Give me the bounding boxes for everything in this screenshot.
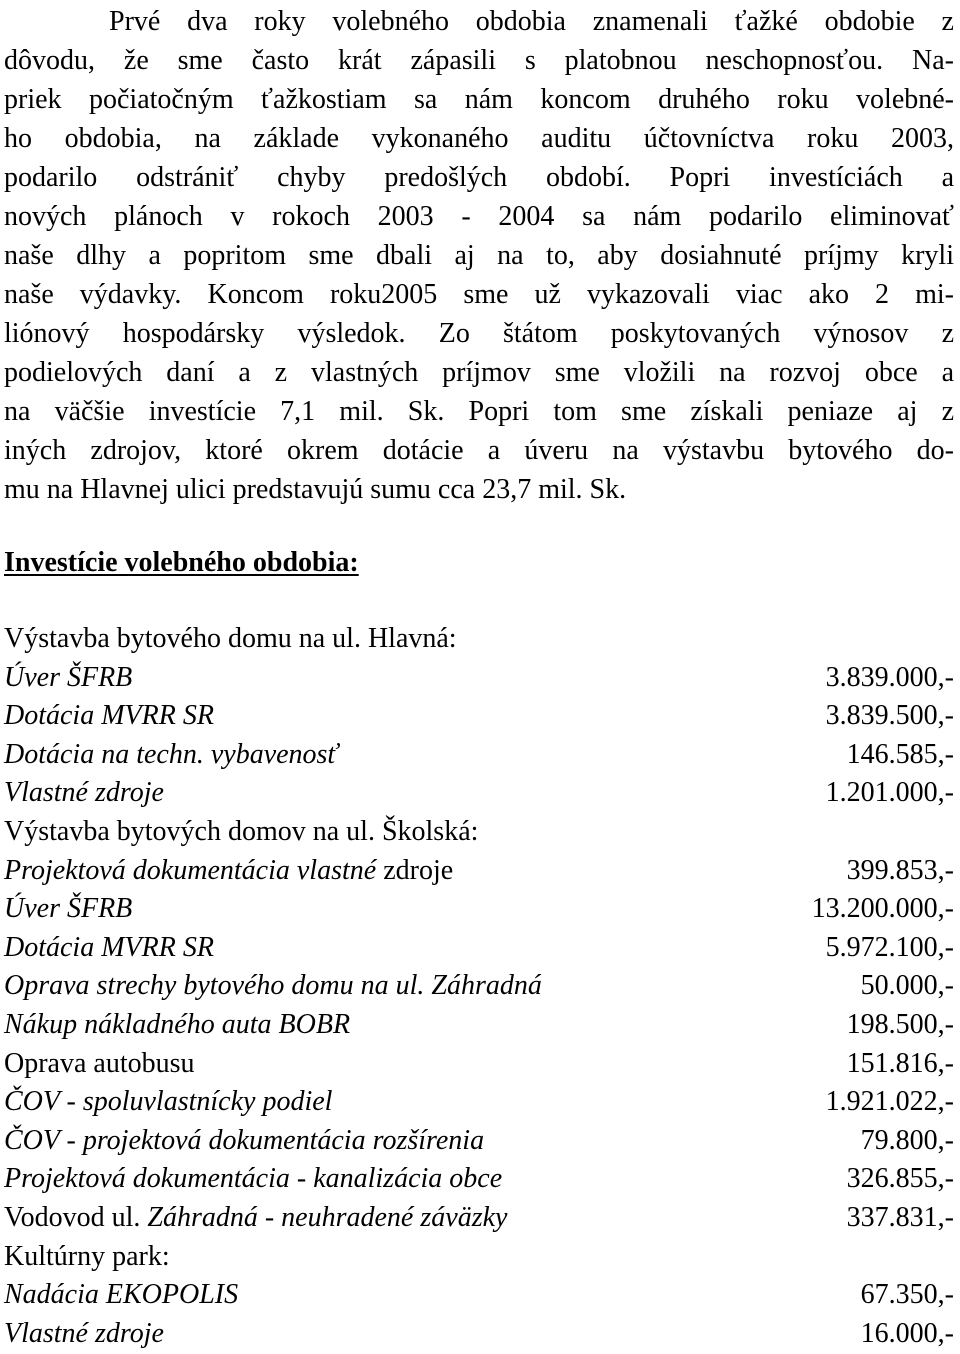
list-item: [4, 1160, 954, 1199]
list-item: [4, 890, 954, 929]
item-amount: 5.972.100,-: [825, 931, 954, 963]
item-label: [4, 1238, 170, 1277]
item-label-text: ČOV - projektová dokumentácia rozšírenia: [4, 1124, 485, 1156]
list-item: [4, 659, 954, 698]
item-amount: 16.000,-: [860, 1317, 954, 1349]
item-label-text: Projektová dokumentácia vlastné: [4, 854, 377, 886]
item-amount: 3.839.000,-: [825, 661, 954, 693]
item-label-text: Výstavba bytového domu na ul. Hlavná:: [4, 623, 457, 654]
list-section-header: [4, 620, 954, 659]
item-label-text: Dotácia MVRR SR: [4, 700, 214, 732]
item-label: [4, 890, 132, 929]
item-label: [4, 1006, 350, 1045]
item-label: [4, 1045, 195, 1084]
list-item: [4, 1276, 954, 1315]
list-item: [4, 1006, 954, 1045]
item-label-text: Úver ŠFRB: [4, 893, 133, 925]
item-amount: 326.855,-: [846, 1163, 954, 1195]
item-amount: 3.839.500,-: [825, 700, 954, 732]
list-item: [4, 929, 954, 968]
item-label-text: Oprava strechy bytového domu na ul. Záhradná: [4, 970, 542, 1002]
list-item: [4, 967, 954, 1006]
intro-line: Prvé dva roky volebného obdobia znamenali ťažké obdobie z: [109, 6, 954, 37]
intro-line: mu na Hlavnej ulici predstavujú sumu cca 23,7 mil. Sk.: [4, 474, 627, 505]
intro-line: nových plánoch v rokoch 2003 - 2004 sa nám podarilo eliminovať: [4, 201, 954, 232]
item-label-text: Dotácia na techn. vybavenosť: [4, 738, 338, 770]
item-label-text: Oprava autobusu: [4, 1047, 195, 1079]
item-label: [4, 1083, 332, 1122]
intro-line: naše dlhy a popritom sme dbali aj na to, aby dosiahnuté príjmy kryli: [4, 240, 954, 271]
item-label: [4, 736, 338, 775]
item-amount: 1.921.022,-: [825, 1086, 954, 1118]
intro-paragraph: [4, 0, 954, 509]
item-label-text: Vlastné zdroje: [4, 777, 164, 809]
item-amount: 337.831,-: [846, 1201, 954, 1233]
item-label: [4, 697, 214, 736]
item-label-text: Dotácia MVRR SR: [4, 931, 214, 963]
item-amount: 146.585,-: [846, 738, 954, 770]
item-amount: 198.500,-: [846, 1008, 954, 1040]
item-label: [4, 967, 542, 1006]
item-label-text: Vlastné zdroje: [4, 1317, 164, 1349]
item-label-text: Projektová dokumentácia - kanalizácia obce: [4, 1163, 503, 1195]
item-amount: 1.201.000,-: [825, 777, 954, 809]
item-label-suffix: zdroje: [376, 854, 454, 886]
list-item: [4, 1122, 954, 1161]
intro-line: liónový hospodársky výsledok. Zo štátom poskytovaných výnosov z: [4, 318, 954, 349]
list-item: [4, 736, 954, 775]
item-label-text: Kultúrny park:: [4, 1240, 170, 1272]
intro-line: priek počiatočným ťažkostiam sa nám koncom druhého roku volebné-: [4, 84, 954, 115]
item-label: [4, 620, 457, 659]
list-item: [4, 774, 954, 813]
list-item: [4, 1315, 954, 1354]
intro-line: dôvodu, že sme často krát zápasili s platobnou neschopnosťou. Na-: [4, 45, 954, 76]
list-item: [4, 852, 954, 891]
item-amount: 67.350,-: [860, 1279, 954, 1311]
list-item: [4, 697, 954, 736]
investment-list: [4, 620, 954, 1353]
intro-line: naše výdavky. Koncom roku2005 sme už vykazovali viac ako 2 mi-: [4, 279, 954, 310]
intro-line: na väčšie investície 7,1 mil. Sk. Popri tom sme získali peniaze aj z: [4, 396, 954, 427]
list-item: [4, 1045, 954, 1084]
item-label-prefix: Vodovod ul.: [4, 1201, 148, 1233]
item-label-text: Nadácia EKOPOLIS: [4, 1279, 239, 1311]
item-label-text: Záhradná - neuhradené záväzky: [147, 1201, 508, 1233]
item-label: [4, 813, 478, 852]
item-label-text: Úver ŠFRB: [4, 661, 133, 693]
item-label-text: ČOV - spoluvlastnícky podiel: [4, 1086, 333, 1118]
intro-line: podarilo odstrániť chyby predošlých období. Popri investíciách a: [4, 162, 954, 193]
section-heading: Investície volebného obdobia:: [4, 547, 359, 578]
list-item: [4, 1199, 954, 1238]
item-label: [4, 852, 453, 891]
item-label: [4, 659, 132, 698]
item-label: [4, 1276, 238, 1315]
item-amount: 79.800,-: [860, 1124, 954, 1156]
intro-line: ho obdobia, na základe vykonaného auditu účtovníctva roku 2003,: [4, 123, 954, 154]
item-label: [4, 774, 164, 813]
item-label: [4, 1160, 502, 1199]
list-item: [4, 1083, 954, 1122]
intro-line: podielových daní a z vlastných príjmov sme vložili na rozvoj obce a: [4, 357, 954, 388]
list-section-header: [4, 1238, 954, 1277]
item-label-text: Výstavba bytových domov na ul. Školská:: [4, 815, 479, 847]
item-amount: 151.816,-: [846, 1047, 954, 1079]
item-amount: 13.200.000,-: [811, 893, 954, 925]
item-amount: 50.000,-: [860, 970, 954, 1002]
item-label: [4, 1199, 507, 1238]
item-label: [4, 929, 214, 968]
list-section-header: [4, 813, 954, 852]
item-label: [4, 1122, 484, 1161]
item-amount: 399.853,-: [846, 854, 954, 886]
item-label-text: Nákup nákladného auta BOBR: [4, 1008, 351, 1040]
intro-line: iných zdrojov, ktoré okrem dotácie a úveru na výstavbu bytového do-: [4, 435, 954, 466]
item-label: [4, 1315, 164, 1354]
